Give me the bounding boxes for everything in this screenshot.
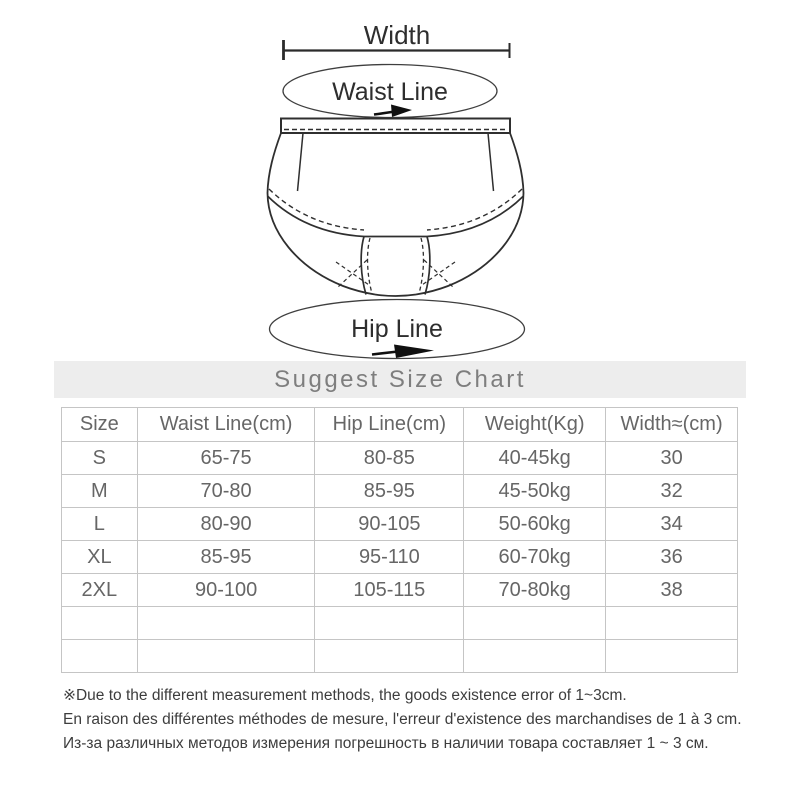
cell-size: 2XL [62,574,138,607]
lower-edge-right [416,193,524,295]
side-seam-right [488,133,494,191]
cell-weight: 40-45kg [464,442,606,475]
cell-waist: 70-80 [137,475,315,508]
cell-waist [137,640,315,673]
waistband [281,119,510,134]
cell-size: XL [62,541,138,574]
size-table [61,407,738,673]
cell-size: M [62,475,138,508]
col-header-hip: Hip Line(cm) [315,408,464,442]
cell-width: 30 [606,442,738,475]
cell-size [62,640,138,673]
cell-hip: 80-85 [315,442,464,475]
cell-hip [315,607,464,640]
table-row [62,574,738,607]
waist-line-label: Waist Line [332,78,448,106]
cell-size: L [62,508,138,541]
lower-edge-left [268,193,376,295]
cell-size [62,607,138,640]
cell-width: 32 [606,475,738,508]
cell-width: 38 [606,574,738,607]
hip-line-indicator [270,300,525,359]
cell-hip: 105-115 [315,574,464,607]
table-row [62,541,738,574]
page-title: Suggest Size Chart [274,365,526,393]
cell-hip: 95-110 [315,541,464,574]
col-header-width: Width≈(cm) [606,408,738,442]
cell-waist: 65-75 [137,442,315,475]
width-measure [283,20,510,60]
cell-weight: 45-50kg [464,475,606,508]
leg-opening-right [427,196,524,237]
table-row [62,442,738,475]
cell-weight: 50-60kg [464,508,606,541]
title-band [54,361,746,398]
cell-waist [137,607,315,640]
side-seam-left [298,133,304,191]
cell-hip: 85-95 [315,475,464,508]
crotch-stitch-left [368,238,372,294]
outer-edge-left [268,133,282,193]
col-header-waist: Waist Line(cm) [137,408,315,442]
waist-line-indicator [283,65,497,118]
note-line-fr: En raison des différentes méthodes de mesure, l'erreur d'existence des marchandises de 1 à 3 cm. [63,711,742,728]
measurement-notes [63,684,773,756]
crotch-stitch-right [419,238,423,294]
table-row [62,475,738,508]
measurement-diagram [0,0,800,360]
width-label: Width [363,20,431,50]
note-line-ru: Из-за различных методов измерения погрешность в наличии товара составляет 1 ~ 3 см. [63,735,709,752]
cell-weight [464,607,606,640]
note-line-en: ※Due to the different measurement methods, the goods existence error of 1~3cm. [63,687,627,704]
cell-width [606,640,738,673]
waist-arrow-icon [391,105,412,118]
cell-hip: 90-105 [315,508,464,541]
hip-line-label: Hip Line [351,315,443,343]
cell-width: 36 [606,541,738,574]
table-row [62,508,738,541]
cell-waist: 90-100 [137,574,315,607]
crotch-bottom-edge [375,295,416,297]
cell-weight: 70-80kg [464,574,606,607]
outer-edge-right [510,133,524,193]
cell-waist: 80-90 [137,508,315,541]
leg-opening-left [268,196,365,237]
hip-arrow-tail [372,352,398,355]
cell-weight: 60-70kg [464,541,606,574]
briefs-drawing [268,119,524,297]
hip-arrow-icon [394,345,434,359]
cell-width [606,607,738,640]
col-header-weight: Weight(Kg) [464,408,606,442]
cell-size: S [62,442,138,475]
table-row-empty [62,607,738,640]
cell-waist: 85-95 [137,541,315,574]
table-header-row [62,408,738,442]
cell-width: 34 [606,508,738,541]
table-row-empty [62,640,738,673]
cell-weight [464,640,606,673]
col-header-size: Size [62,408,138,442]
cell-hip [315,640,464,673]
